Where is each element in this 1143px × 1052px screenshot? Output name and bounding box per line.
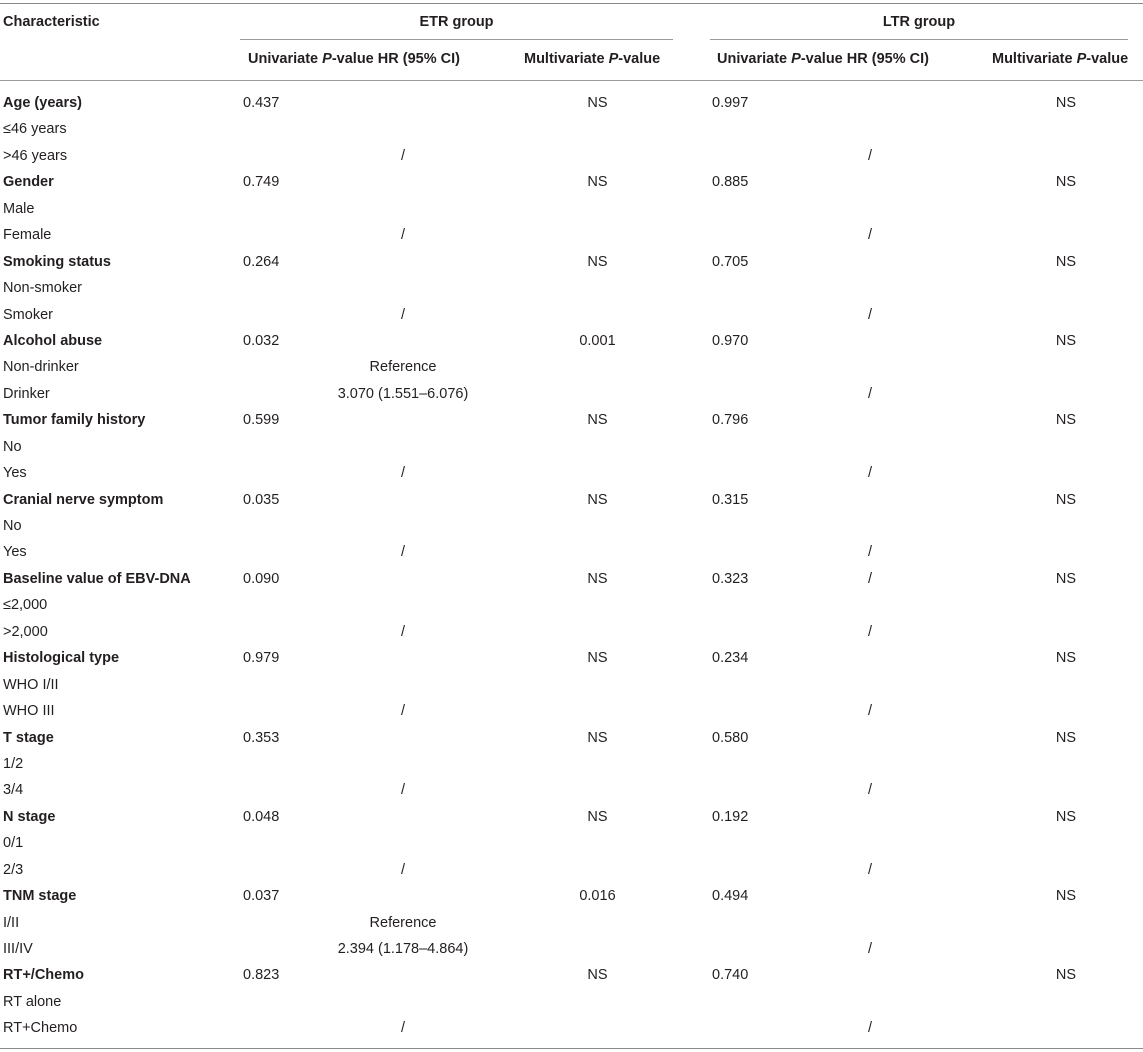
ltr-hazard-ratio: / (867, 465, 873, 482)
row-label: ≤2,000 (3, 597, 48, 614)
row-label: Alcohol abuse (3, 332, 103, 349)
table-row (0, 566, 1143, 592)
row-label: III/IV (3, 941, 33, 957)
etr-hazard-ratio: / (400, 782, 406, 799)
row-label: Female (3, 227, 52, 244)
table-row (0, 407, 1143, 433)
row-label: Cranial nerve symptom (3, 491, 164, 508)
table-row (0, 725, 1143, 751)
table-row (0, 1015, 1143, 1041)
table-row (0, 90, 1143, 116)
row-label: Baseline value of EBV-DNA (3, 570, 191, 587)
table-row (0, 751, 1143, 777)
ltr-univariate-p: 0.796 (712, 412, 749, 429)
etr-hazard-ratio: 2.394 (1.178–4.864) (337, 941, 469, 957)
header-ltr-univariate: Univariate P-value HR (95% CI) (717, 51, 929, 67)
etr-hazard-ratio: Reference (369, 359, 437, 376)
row-label: T stage (3, 729, 54, 746)
etr-multivariate-p: NS (587, 174, 608, 191)
row-label: 2/3 (3, 861, 24, 878)
etr-multivariate-p: 0.016 (579, 888, 616, 905)
etr-hazard-ratio: 3.070 (1.551–6.076) (337, 385, 469, 402)
row-label: I/II (3, 914, 20, 931)
row-label: Smoking status (3, 253, 111, 270)
table-row (0, 487, 1143, 513)
etr-univariate-p: 0.353 (243, 729, 280, 746)
ltr-multivariate-p: NS (1055, 253, 1077, 270)
row-label: Age (years) (3, 95, 82, 111)
ltr-multivariate-p: NS (1055, 570, 1077, 587)
ltr-multivariate-p: NS (1055, 650, 1077, 667)
etr-hazard-ratio: / (400, 465, 406, 482)
etr-hazard-ratio: / (400, 623, 406, 640)
ltr-hazard-ratio: / (867, 782, 873, 799)
ltr-multivariate-p: NS (1055, 888, 1077, 905)
ltr-univariate-p: 0.494 (712, 888, 749, 905)
ltr-univariate-p: 0.580 (712, 729, 749, 746)
etr-univariate-p: 0.035 (243, 491, 280, 508)
etr-multivariate-p: NS (587, 650, 608, 667)
etr-univariate-p: 0.032 (243, 332, 280, 349)
table-row (0, 249, 1143, 275)
table-row (0, 989, 1143, 1015)
header-etr-multivariate: Multivariate P-value (524, 51, 661, 67)
row-label: Non-drinker (3, 359, 79, 376)
etr-multivariate-p: NS (587, 729, 608, 746)
table-row (0, 328, 1143, 354)
table-row (0, 619, 1143, 645)
header-characteristic: Characteristic (3, 14, 100, 30)
ltr-multivariate-p: NS (1055, 967, 1077, 984)
table-row (0, 698, 1143, 724)
etr-univariate-p: 0.048 (243, 808, 280, 825)
table-row (0, 883, 1143, 909)
etr-hazard-ratio: / (400, 147, 406, 164)
table-row (0, 434, 1143, 460)
ltr-multivariate-p: NS (1055, 808, 1077, 825)
ltr-hazard-ratio: / (867, 227, 873, 244)
table-row (0, 592, 1143, 618)
etr-hazard-ratio: / (400, 1020, 406, 1037)
row-label: Yes (3, 544, 27, 561)
table-row (0, 143, 1143, 169)
header-etr-univariate: Univariate P-value HR (95% CI) (248, 51, 460, 67)
ltr-hazard-ratio: / (867, 147, 873, 164)
row-label: 0/1 (3, 835, 24, 852)
row-label: Male (3, 200, 35, 217)
row-label: No (3, 438, 22, 455)
etr-univariate-p: 0.264 (243, 253, 280, 270)
etr-multivariate-p: NS (587, 570, 608, 587)
table-row (0, 381, 1143, 407)
row-label: Drinker (3, 385, 50, 402)
row-label: 1/2 (3, 755, 24, 772)
etr-multivariate-p: NS (587, 95, 608, 111)
etr-univariate-p: 0.437 (243, 95, 280, 111)
table-row (0, 830, 1143, 856)
table-row (0, 460, 1143, 486)
row-label: TNM stage (3, 888, 77, 905)
ltr-group-rule (710, 39, 1128, 40)
table-row (0, 777, 1143, 803)
etr-univariate-p: 0.749 (243, 174, 280, 191)
etr-hazard-ratio: / (400, 306, 406, 323)
table-row (0, 196, 1143, 222)
etr-group-rule (240, 39, 673, 40)
ltr-hazard-ratio: / (867, 385, 873, 402)
ltr-hazard-ratio: / (867, 941, 873, 957)
ltr-hazard-ratio: / (867, 306, 873, 323)
ltr-univariate-p: 0.740 (712, 967, 749, 984)
etr-hazard-ratio: / (400, 703, 406, 720)
header-etr-group: ETR group (419, 14, 494, 30)
ltr-hazard-ratio: / (867, 861, 873, 878)
row-label: WHO I/II (3, 676, 59, 693)
row-label: Smoker (3, 306, 53, 323)
row-label: >2,000 (3, 623, 48, 640)
row-label: Non-smoker (3, 280, 82, 297)
ltr-univariate-p: 0.315 (712, 491, 749, 508)
table-row (0, 275, 1143, 301)
ltr-hazard-ratio: / (867, 570, 873, 587)
table-row (0, 539, 1143, 565)
etr-multivariate-p: NS (587, 808, 608, 825)
table-row (0, 222, 1143, 248)
etr-multivariate-p: NS (587, 412, 608, 429)
header-bottom-rule (0, 80, 1143, 81)
ltr-multivariate-p: NS (1055, 95, 1077, 111)
header-ltr-multivariate: Multivariate P-value (992, 51, 1129, 67)
table-bottom-rule (0, 1048, 1143, 1049)
ltr-univariate-p: 0.970 (712, 332, 749, 349)
etr-univariate-p: 0.090 (243, 570, 280, 587)
table-row (0, 169, 1143, 195)
row-label: N stage (3, 808, 56, 825)
ltr-multivariate-p: NS (1055, 412, 1077, 429)
table-row (0, 936, 1143, 962)
etr-multivariate-p: NS (587, 491, 608, 508)
table-row (0, 857, 1143, 883)
etr-multivariate-p: NS (587, 253, 608, 270)
etr-hazard-ratio: Reference (369, 914, 437, 931)
ltr-hazard-ratio: / (867, 544, 873, 561)
row-label: WHO III (3, 703, 55, 720)
table-row (0, 116, 1143, 142)
table-top-rule (0, 3, 1143, 4)
row-label: Gender (3, 174, 54, 191)
ltr-univariate-p: 0.885 (712, 174, 749, 191)
ltr-univariate-p: 0.234 (712, 650, 749, 667)
row-label: >46 years (3, 147, 68, 164)
table-row (0, 962, 1143, 988)
etr-univariate-p: 0.823 (243, 967, 280, 984)
etr-multivariate-p: 0.001 (579, 332, 616, 349)
row-label: RT alone (3, 993, 62, 1010)
etr-hazard-ratio: / (400, 544, 406, 561)
ltr-univariate-p: 0.997 (712, 95, 749, 111)
row-label: Tumor family history (3, 412, 146, 429)
row-label: Yes (3, 465, 27, 482)
etr-hazard-ratio: / (400, 227, 406, 244)
ltr-univariate-p: 0.192 (712, 808, 749, 825)
row-label: 3/4 (3, 782, 24, 799)
table-row (0, 645, 1143, 671)
row-label: RT+Chemo (3, 1020, 78, 1037)
etr-univariate-p: 0.599 (243, 412, 280, 429)
table-row (0, 804, 1143, 830)
table-body (0, 90, 1143, 1042)
etr-multivariate-p: NS (587, 967, 608, 984)
table-row (0, 354, 1143, 380)
ltr-multivariate-p: NS (1055, 491, 1077, 508)
ltr-univariate-p: 0.705 (712, 253, 749, 270)
ltr-hazard-ratio: / (867, 1020, 873, 1037)
row-label: RT+/Chemo (3, 967, 84, 984)
row-label: Histological type (3, 650, 120, 667)
table-row (0, 513, 1143, 539)
ltr-hazard-ratio: / (867, 623, 873, 640)
ltr-multivariate-p: NS (1055, 174, 1077, 191)
etr-hazard-ratio: / (400, 861, 406, 878)
ltr-multivariate-p: NS (1055, 332, 1077, 349)
ltr-multivariate-p: NS (1055, 729, 1077, 746)
header-ltr-group: LTR group (882, 14, 956, 30)
ltr-hazard-ratio: / (867, 703, 873, 720)
row-label: ≤46 years (3, 121, 67, 138)
table-row (0, 302, 1143, 328)
etr-univariate-p: 0.979 (243, 650, 280, 667)
table-row (0, 672, 1143, 698)
row-label: No (3, 518, 22, 534)
table-row (0, 910, 1143, 936)
ltr-univariate-p: 0.323 (712, 570, 749, 587)
etr-univariate-p: 0.037 (243, 888, 280, 905)
